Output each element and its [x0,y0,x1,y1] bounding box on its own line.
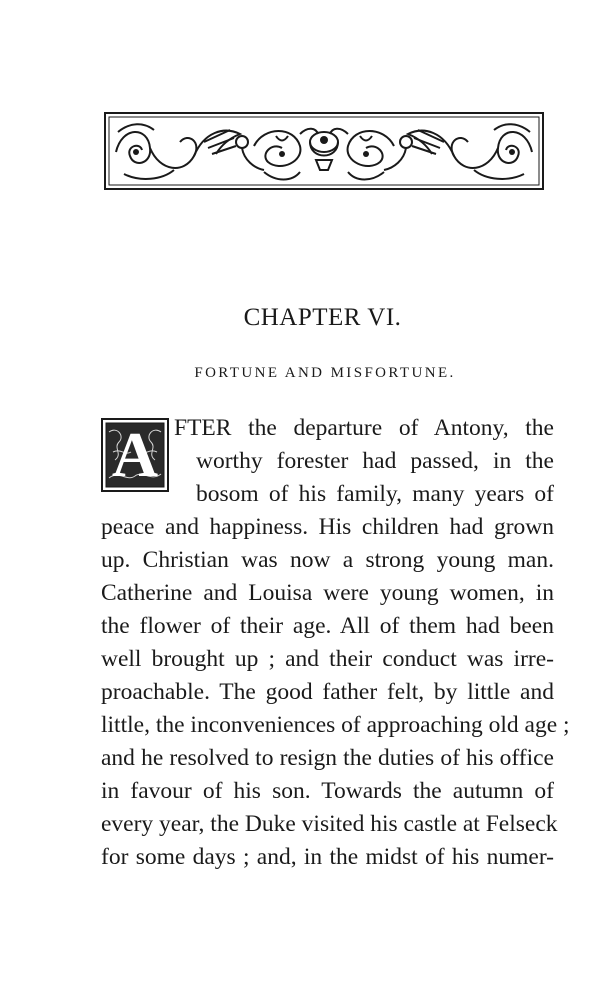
text-line-14: for some days ; and, in the midst of his numer- [101,844,554,870]
text-line-8: well brought up ; and their conduct was irre- [101,646,554,672]
text-line-9: proachable. The good father felt, by little and [101,679,554,705]
text-line-4: peace and happiness. His children had grown [101,514,554,540]
drop-cap-letter: A [111,419,159,490]
text-line-12: in favour of his son. Towards the autumn of [101,778,554,804]
text-line-6: Catherine and Louisa were young women, in [101,580,554,606]
text-line-13: every year, the Duke visited his castle at Felseck [101,811,558,837]
chapter-title: CHAPTER VI. [243,304,402,331]
chapter-subtitle: FORTUNE AND MISFORTUNE. [194,365,456,381]
text-line-2: worthy forester had passed, in the [196,448,554,474]
text-line-11: and he resolved to resign the duties of his office [101,745,554,771]
text-line-3: bosom of his family, many years of [196,481,554,507]
text-line-1: FTER the departure of Antony, the [174,415,554,441]
text-line-10: little, the inconveniences of approaching old age ; [101,712,570,738]
text-line-7: the flower of their age. All of them had been [101,613,554,639]
ornamental-headpiece [104,112,544,190]
text-line-5: up. Christian was now a strong young man. [101,547,554,573]
drop-cap [101,418,169,492]
